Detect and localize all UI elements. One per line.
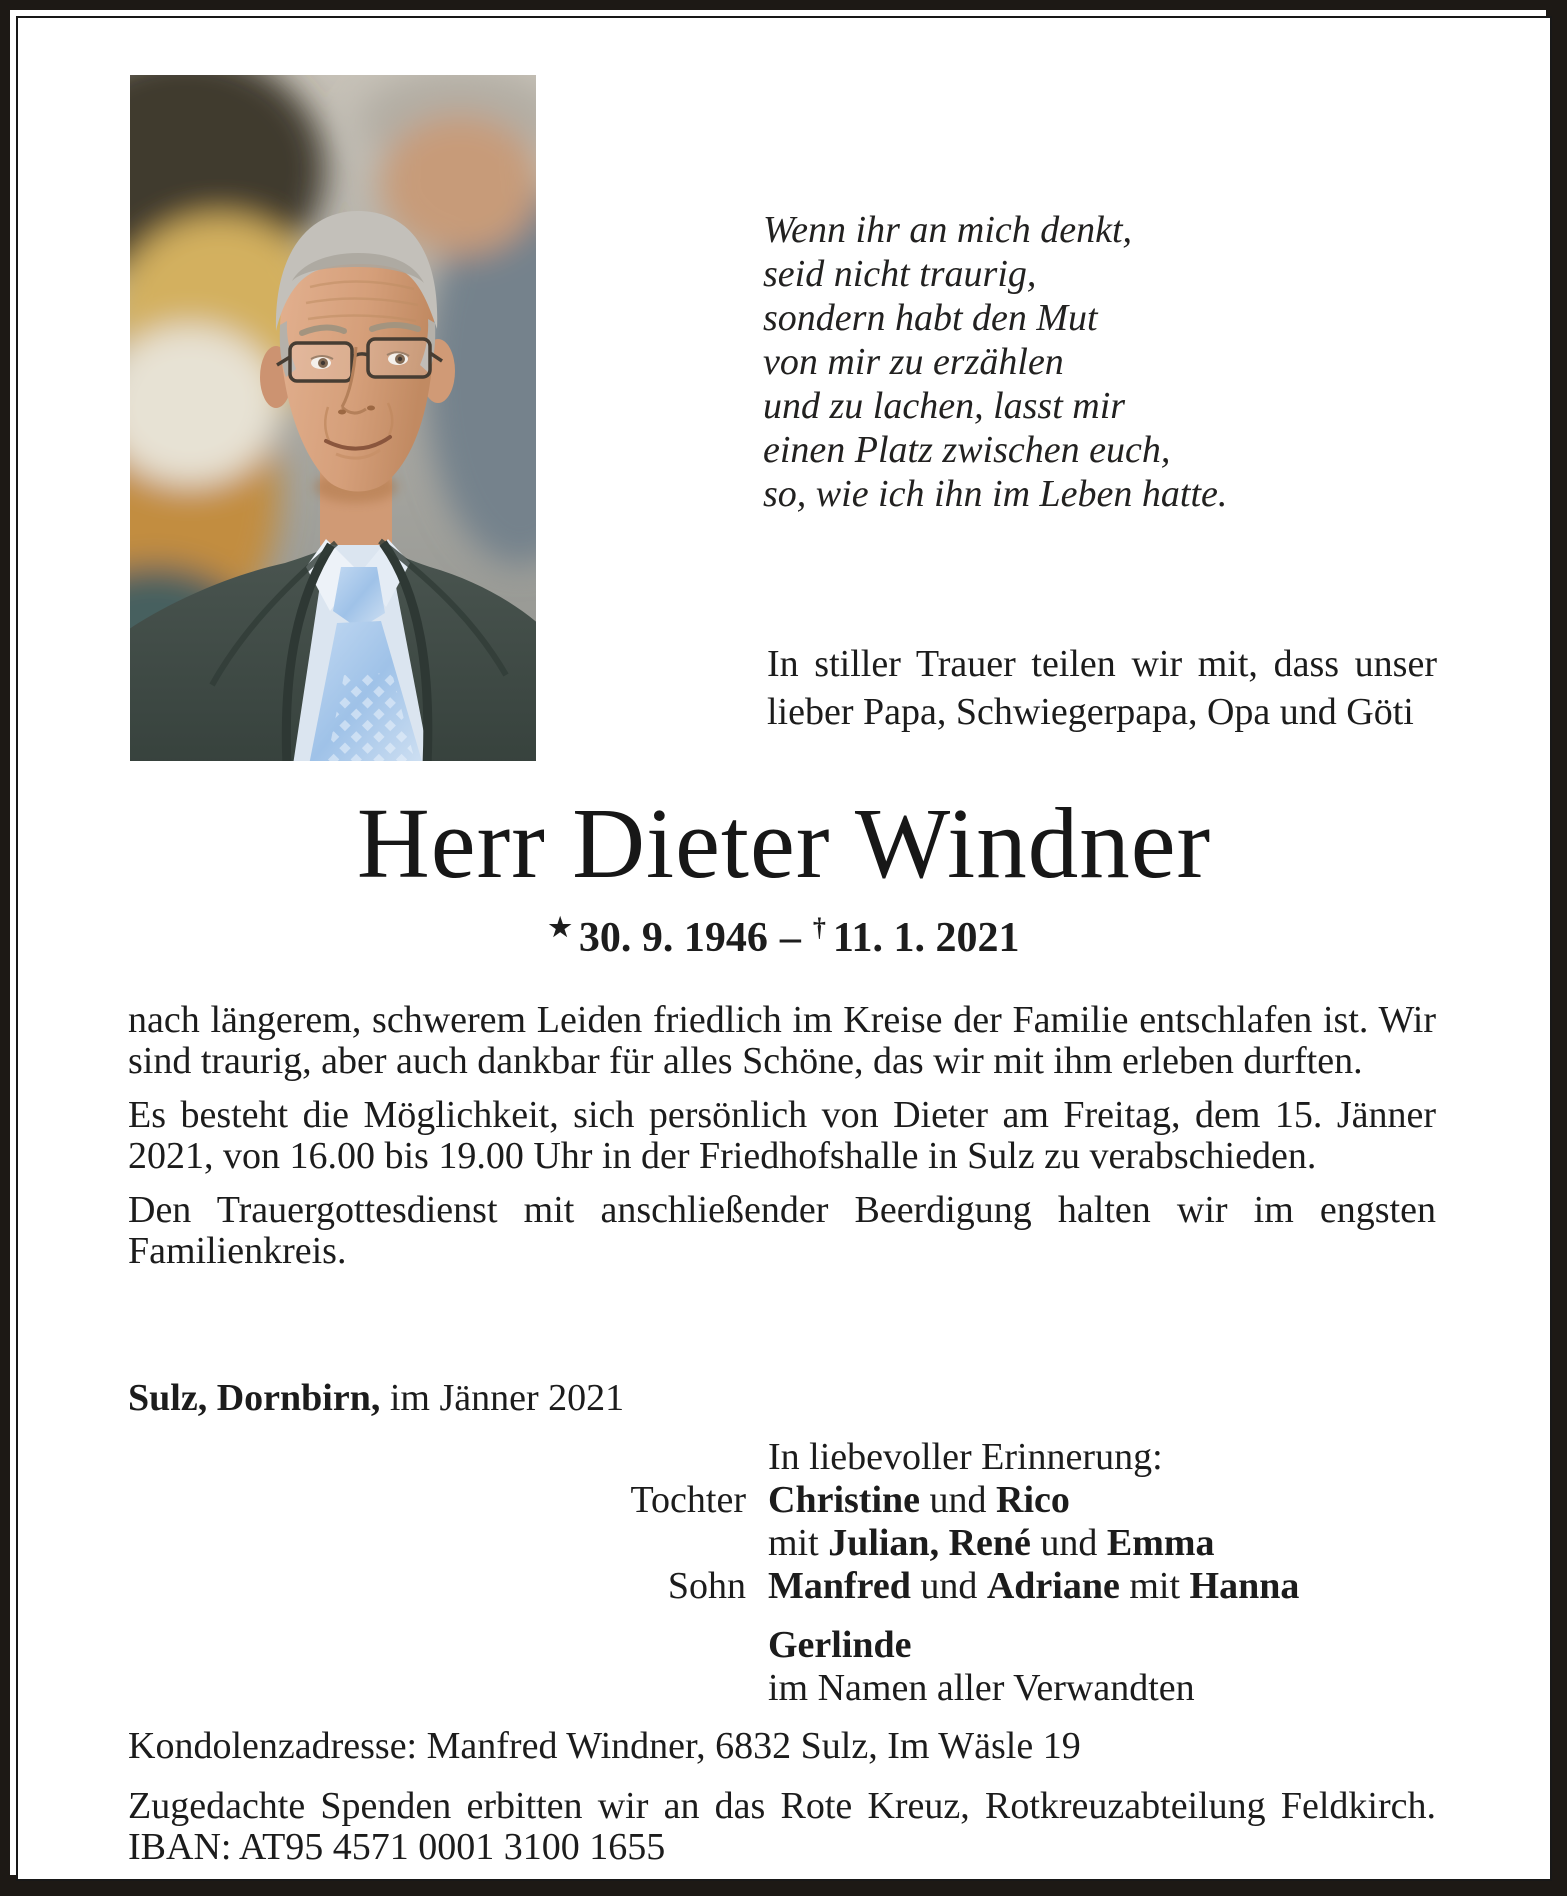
body-paragraph: Den Trauergottesdienst mit anschließender Beerdigung halten wir im engsten Familienkreis.	[128, 1189, 1436, 1272]
dates-separator: –	[779, 915, 801, 961]
family-row	[18, 1565, 1438, 1608]
family-row-names: im Namen aller Verwandten	[768, 1667, 1195, 1709]
family-row	[18, 1624, 1438, 1667]
life-dates	[18, 913, 1550, 962]
obituary-card	[16, 16, 1552, 1881]
poem-line: seid nicht traurig,	[763, 253, 1037, 295]
family-row-label: Sohn	[667, 1565, 746, 1607]
family-row	[18, 1667, 1438, 1710]
remembrance-heading-row	[18, 1436, 1438, 1479]
death-dagger-icon: †	[812, 913, 826, 942]
poem-line: so, wie ich ihn im Leben hatte.	[763, 473, 1228, 515]
poem-line: von mir zu erzählen	[763, 341, 1064, 383]
family-row-label	[18, 1667, 746, 1710]
place-names: Sulz, Dornbirn,	[128, 1377, 381, 1419]
family-row-names: Christine und Rico	[768, 1479, 1070, 1521]
family-row-names: Manfred und Adriane mit Hanna	[768, 1565, 1300, 1607]
family-row	[18, 1479, 1438, 1522]
place-date-line	[128, 1376, 624, 1420]
portrait-photo	[130, 75, 536, 761]
family-row-label	[18, 1624, 746, 1667]
family-row	[18, 1522, 1438, 1565]
portrait-illustration	[130, 75, 536, 761]
family-row-label	[18, 1522, 746, 1565]
memorial-poem	[763, 208, 1403, 516]
family-row-label: Tochter	[630, 1479, 746, 1521]
remembrance-block	[18, 1436, 1438, 1710]
family-row-names: mit Julian, René und Emma	[768, 1522, 1215, 1564]
family-row-label	[18, 1436, 746, 1479]
body-paragraph: Es besteht die Möglichkeit, sich persönlich von Dieter am Freitag, dem 15. Jänner 2021, von 16.00 bis 19.00 Uhr in der Friedhofshalle in Sulz zu verabschieden.	[128, 1094, 1436, 1177]
body-paragraph: nach längerem, schwerem Leiden friedlich im Kreise der Familie entschlafen ist. Wir sind traurig, aber auch dankbar für alles Schöne, das wir mit ihm erleben durften.	[128, 999, 1436, 1082]
condolence-address: Kondolenzadresse: Manfred Windner, 6832 Sulz, Im Wäsle 19	[128, 1725, 1081, 1767]
poem-line: Wenn ihr an mich denkt,	[763, 209, 1133, 251]
announcement-intro: In stiller Trauer teilen wir mit, dass unser lieber Papa, Schwiegerpapa, Opa und Göti	[767, 643, 1437, 733]
poem-line: sondern habt den Mut	[763, 297, 1098, 339]
death-date: 11. 1. 2021	[832, 915, 1020, 961]
family-row-names: Gerlinde	[768, 1624, 912, 1666]
poem-line: einen Platz zwischen euch,	[763, 429, 1171, 471]
birth-date: 30. 9. 1946	[578, 915, 768, 961]
deceased-name: Herr Dieter Windner	[356, 787, 1212, 899]
donation-note: Zugedachte Spenden erbitten wir an das Rote Kreuz, Rotkreuzabteilung Feldkirch. IBAN: AT95 4571 0001 3100 1655	[128, 1785, 1436, 1868]
birth-star-icon: ★	[548, 913, 572, 942]
poem-line: und zu lachen, lasst mir	[763, 385, 1126, 427]
date-text: im Jänner 2021	[380, 1377, 625, 1419]
announcement-body	[128, 1000, 1436, 1285]
remembrance-heading: In liebevoller Erinnerung:	[768, 1436, 1163, 1478]
